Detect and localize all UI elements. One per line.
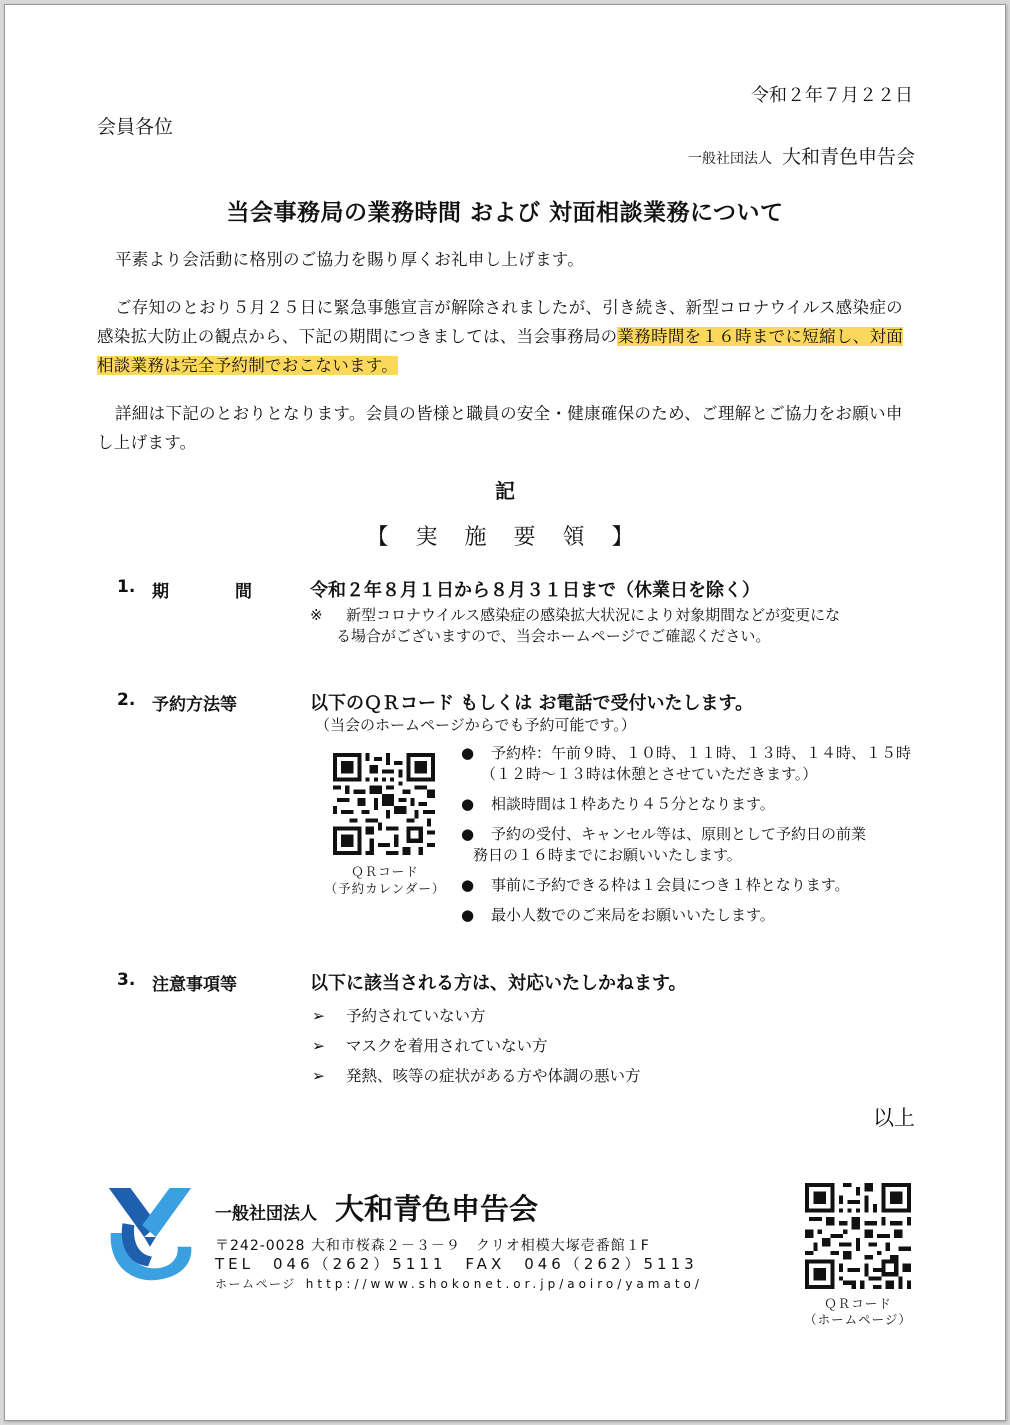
footer-org-type: 一般社団法人 [215,1204,317,1224]
arrow-icon: ➢ [312,1037,325,1055]
list-item: ● 事前に予約できる枠は１会員につき１枠となります。 [461,876,850,894]
footer-homepage: ホームページ http://www.shokonet.or.jp/aoiro/yamato/ [215,1277,703,1291]
section-2-subnote: （当会のホームページからでも予約可能です。） [315,716,636,734]
section-title: 【 実 施 要 領 】 [366,525,644,550]
arrow-icon: ➢ [312,1067,325,1085]
caution-list [312,1001,641,1091]
sender-name: 大和青色申告会 [781,146,915,168]
list-item: ● 最小人数でのご来局をお願いいたします。 [461,906,775,924]
paragraph-notice: ご存知のとおり５月２５日に緊急事態宣言が解除されましたが、引き続き、新型コロナウイルス感染症の感染拡大防止の観点から、下記の期間につきましては、当会事務局の業務時間を１６時までに短縮し、対面相談業務は完全予約制でおこないます。 [97,298,904,375]
section-2-number: 2. [117,690,136,710]
paragraph-details: 詳細は下記のとおりとなります。会員の皆様と職員の安全・健康確保のため、ご理解とご協力をお願い申し上げます。 [97,404,903,452]
sender [688,142,915,169]
organization-logo-icon [101,1185,199,1285]
bullet-icon: ● [461,795,475,813]
section-3-heading: 以下に該当される方は、対応いたしかねます。 [310,973,687,994]
footer-tel-fax: TEL 046（262）5111 FAX 046（262）5113 [215,1255,698,1273]
sender-type: 一般社団法人 [687,151,772,167]
bullet-icon: ● [461,906,475,924]
list-item: ➢ 予約されていない方 [312,1001,641,1031]
list-item: ➢ 発熱、咳等の症状がある方や体調の悪い方 [312,1061,641,1091]
list-item: ➢ マスクを着用されていない方 [312,1031,641,1061]
bullet-icon: ● [461,825,475,843]
document-date: 令和２年７月２２日 [751,85,913,106]
reservation-bullet-list [457,743,917,935]
page-title: 当会事務局の業務時間 および 対面相談業務について [226,200,784,226]
qr-code-homepage[interactable] [805,1183,911,1289]
list-item: ● 相談時間は１枠あたり４５分となります。 [461,795,775,813]
homepage-url-link[interactable]: http://www.shokonet.or.jp/aoiro/yamato/ [305,1277,703,1291]
section-2-heading: 以下のＱＲコード もしくは お電話で受付いたします。 [310,693,754,714]
section-2-label: 予約方法等 [152,695,237,715]
footer-org-name: 大和青色申告会 [335,1192,539,1226]
section-1-note: ※ 新型コロナウイルス感染症の感染拡大状況により対象期間などが変更にな る場合がございますので、当会ホームページでご確認ください。 [310,606,841,645]
arrow-icon: ➢ [312,1007,325,1025]
closing-ijo: 以上 [873,1106,915,1130]
list-item: ● 予約の受付、キャンセル等は、原則として予約日の前業 務日の１６時までにお願いいたします。 [461,825,867,864]
highlighted-text: 業務時間を１６時までに短縮し、対面相談業務は完全予約制でおこないます。 [97,327,904,375]
ki-heading: 記 [495,479,515,503]
qr-code-calendar[interactable] [333,753,435,855]
section-1-heading: 令和２年８月１日から８月３１日まで（休業日を除く） [310,580,760,601]
paragraph-greeting: 平素より会活動に格別のご協力を賜り厚くお礼申し上げます。 [115,250,585,269]
document-page [4,4,1006,1421]
footer-address: 〒242-0028 大和市桜森２－３－９ クリオ相模大塚壱番館１F [215,1238,650,1254]
qr-homepage-caption: ＱＲコード （ホームページ） [804,1296,912,1327]
addressee: 会員各位 [97,116,174,138]
section-3-label: 注意事項等 [152,975,237,995]
section-3-number: 3. [117,970,136,990]
bullet-icon: ● [461,876,475,894]
list-item: ● 予約枠：午前９時、１０時、１１時、１３時、１４時、１５時 （１２時～１３時は休憩とさせていただきます。） [461,744,912,783]
section-1-number: 1. [117,577,136,597]
qr-calendar-caption: ＱＲコード （予約カレンダー） [324,864,446,896]
bullet-icon: ● [461,744,475,762]
section-1-label: 期 間 [152,582,252,602]
